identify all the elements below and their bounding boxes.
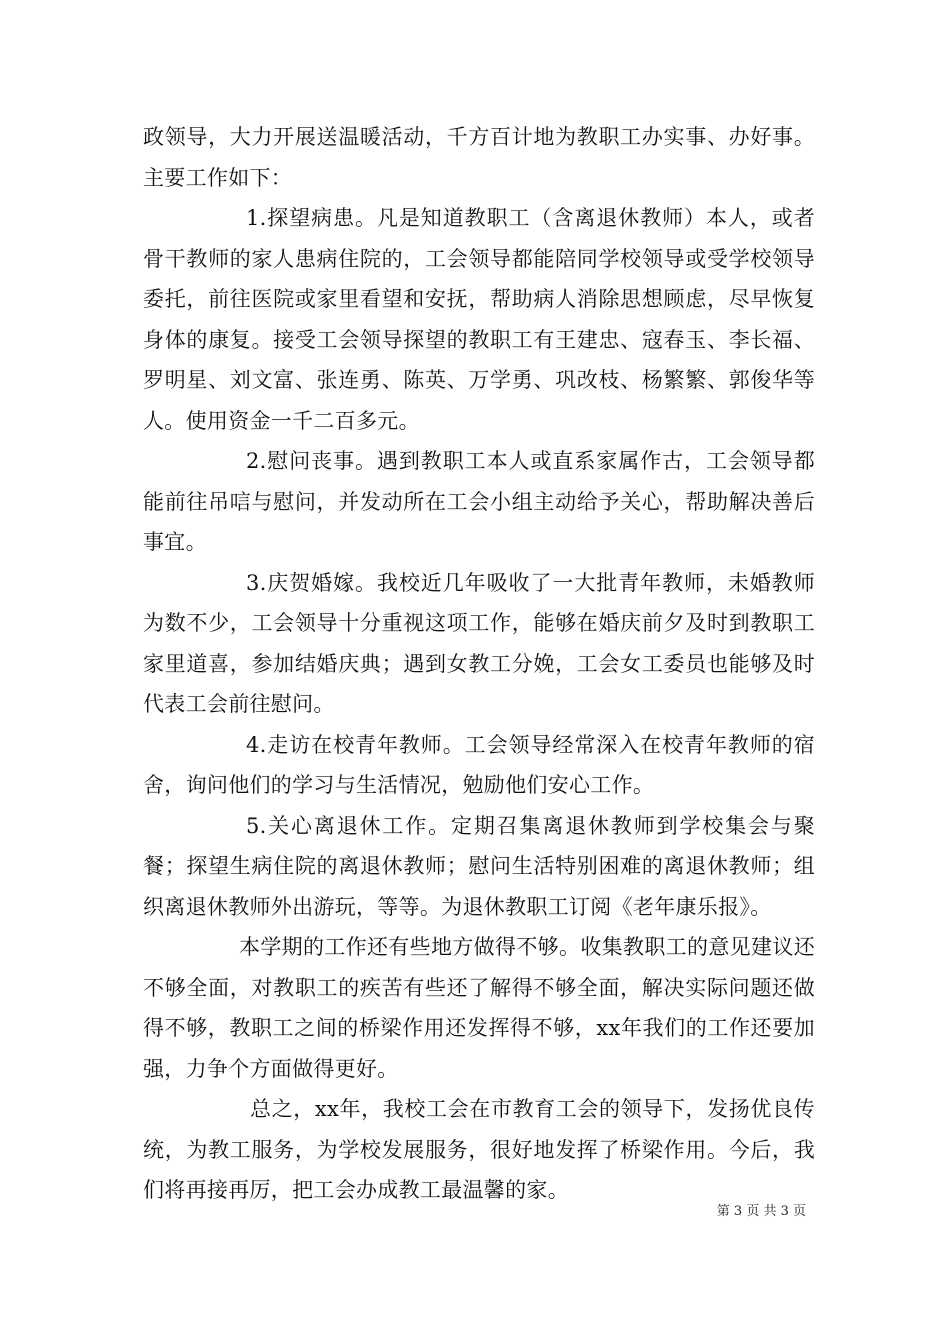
paragraph-shortcomings: 本学期的工作还有些地方做得不够。收集教职工的意见建议还不够全面，对教职工的疾苦有些还了解得不够全面，解决实际问题还做得不够，教职工之间的桥梁作用还发挥得不够，xx年我们的工作还要加强，力争个方面做得更好。 (143, 935, 815, 1081)
paragraph-item-3: 3.庆贺婚嫁。我校近几年吸收了一大批青年教师，未婚教师为数不少，工会领导十分重视这项工作，能够在婚庆前夕及时到教职工家里道喜，参加结婚庆典；遇到女教工分娩，工会女工委员也能够及时代表工会前往慰问。 (143, 570, 815, 716)
paragraph-item-4: 4.走访在校青年教师。工会领导经常深入在校青年教师的宿舍，询问他们的学习与生活情况，勉励他们安心工作。 (143, 732, 815, 797)
page-number-footer: 第 3 页 共 3 页 (716, 1204, 806, 1219)
document-body (143, 117, 815, 1211)
paragraph-item-2: 2.慰问丧事。遇到教职工本人或直系家属作古，工会领导都能前往吊唁与慰问，并发动所在工会小组主动给予关心，帮助解决善后事宜。 (143, 449, 815, 554)
paragraph-item-1: 1.探望病患。凡是知道教职工（含离退休教师）本人，或者骨干教师的家人患病住院的，工会领导都能陪同学校领导或受学校领导委托，前往医院或家里看望和安抚，帮助病人消除思想顾虑，尽早恢复身体的康复。接受工会领导探望的教职工有王建忠、寇春玉、李长福、罗明星、刘文富、张连勇、陈英、万学勇、巩改枝、杨繁繁、郭俊华等人。使用资金一千二百多元。 (143, 206, 815, 433)
paragraph-item-5: 5.关心离退休工作。定期召集离退休教师到学校集会与聚餐；探望生病住院的离退休教师；慰问生活特别困难的离退休教师；组织离退休教师外出游玩，等等。为退休教职工订阅《老年康乐报》。 (143, 813, 815, 919)
paragraph-conclusion: 总之，xx年，我校工会在市教育工会的领导下，发扬优良传统，为教工服务，为学校发展服务，很好地发挥了桥梁作用。今后，我们将再接再厉，把工会办成教工最温馨的家。 (143, 1097, 815, 1202)
paragraph-intro: 政领导，大力开展送温暖活动，千方百计地为教职工办实事、办好事。主要工作如下： (143, 125, 815, 190)
